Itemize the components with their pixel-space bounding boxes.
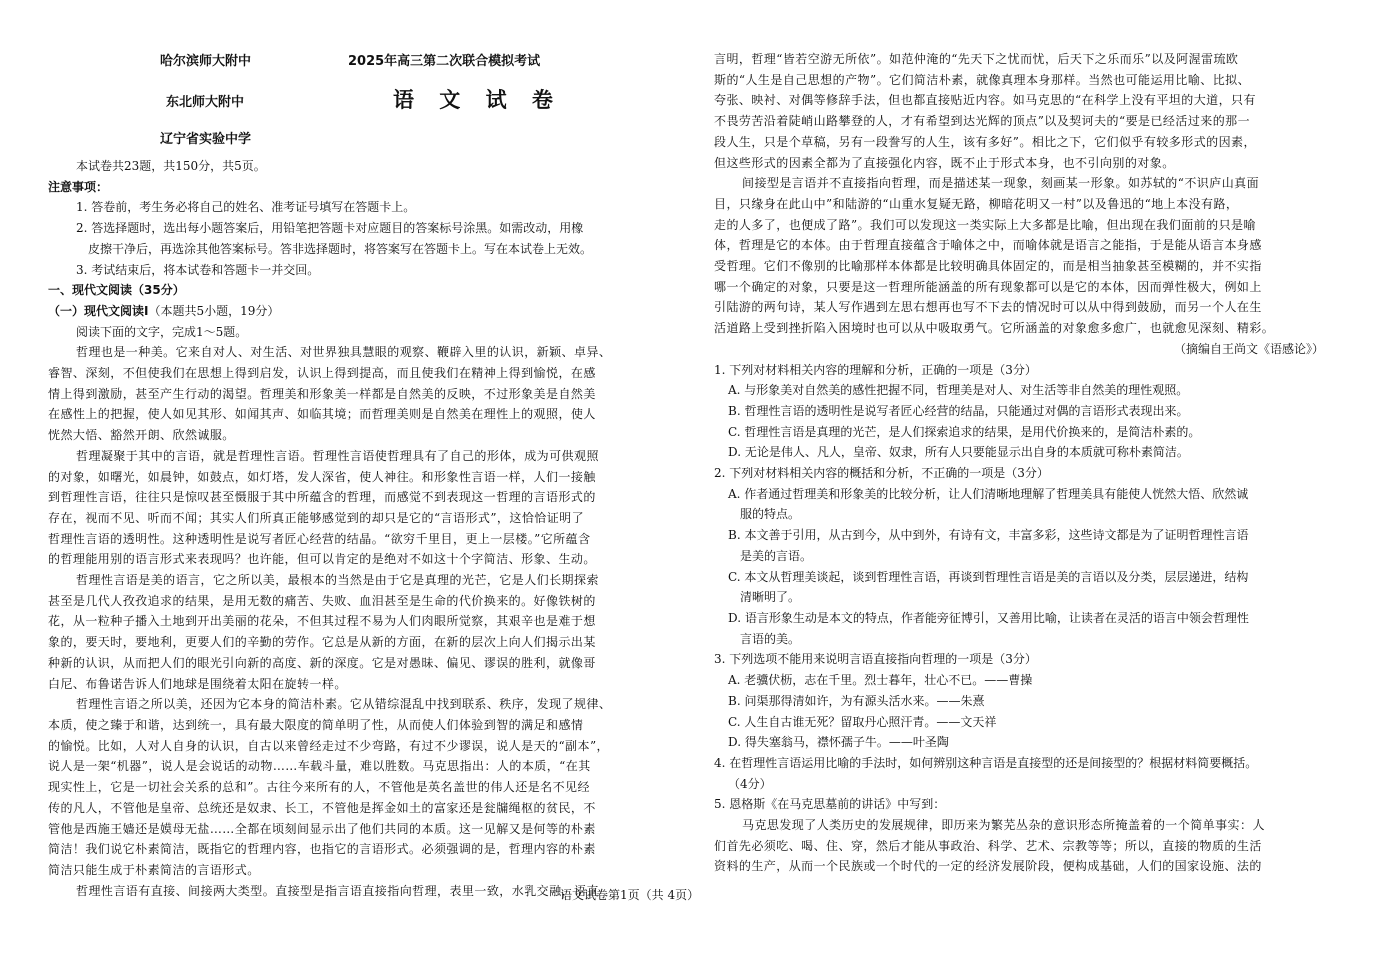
question-option: A. 与形象美对自然美的感性把握不同，哲理美是对人、对生活等非自然美的理性观照。 (728, 383, 1189, 398)
question-option: D. 语言形象生动是本文的特点，作者能旁征博引，又善用比喻，让读者在灵活的语言中领会哲理性 (728, 610, 1249, 625)
question-stem: 4. 在哲理性言语运用比喻的手法时，如何辨别这种言语是直接型的还是间接型的？根据材料简要概括。 (714, 755, 1258, 770)
notice-item-continued: 皮擦干净后，再选涂其他答案标号。答非选择题时，将答案写在答题卡上。写在本试卷上无效。 (88, 241, 593, 256)
passage-line: 活道路上受到挫折陷入困境时也可以从中吸取勇气。它所涵盖的对象愈多愈广，也就愈见深刻、精彩。 (714, 321, 1275, 336)
passage-line: 种新的认识，从而把人们的眼光引向新的高度、新的深度。它是对愚昧、偏见、谬误的胜利，就像哥 (48, 655, 596, 670)
subsection-title: （一）现代文阅读I (48, 303, 149, 318)
passage-line: 甚至是几代人孜孜追求的结果，是用无数的痛苦、失败、血泪甚至是生命的代价换来的。好像铁树的 (48, 593, 596, 608)
exam-title: 2025年高三第二次联合模拟考试 (348, 54, 541, 69)
passage-line: 的哲理能用别的语言形式来表现吗？也许能，但可以肯定的是绝对不如这十个字简洁、形象、生动。 (48, 552, 596, 567)
passage-line: 体，哲理是它的本体。由于哲理直接蕴含于喻体之中，而喻体就是语言之能指，于是能从语言本身感 (714, 238, 1262, 253)
subsection-heading (48, 301, 660, 322)
passage-line: 象的，要天时，要地利，更要人们的辛勤的劳作。它总是从新的方面，在新的层次上向人们揭示出某 (48, 635, 596, 650)
passage-line: 现实性上，它是一切社会关系的总和”。古往今来所有的人，不管他是英名盖世的伟人还是名不见经 (48, 780, 590, 795)
right-column (714, 49, 1330, 877)
q5-quote (714, 815, 1330, 877)
passage-line: 不畏劳苦沿着陡峭山路攀登的人，才有希望到达光辉的顶点”以及契诃夫的“要是已经活过来的那一 (714, 114, 1251, 129)
paper-title: 语 文 试 卷 (393, 88, 562, 112)
passage-line: 段人生，只是个草稿，另有一段誊写的人生，该有多好”。相比之下，它们似乎有较多形式的因素， (714, 134, 1256, 149)
question-option: C. 人生自古谁无死？留取丹心照汗青。——文天祥 (728, 714, 997, 729)
passage-line: 本质，使之臻于和谐，达到统一，具有最大限度的简单明了性，从而使人们体验到智的满足和感情 (48, 717, 584, 732)
passage-line: 哲理性言语之所以美，还因为它本身的简洁朴素。它从错综混乱中找到联系、秩序，发现了规律、 (76, 697, 612, 712)
passage-line: 在感性上的把握，使人如见其形、如闻其声、如临其境；而哲理美则是自然美在理性上的观照，使人 (48, 407, 596, 422)
question-option: B. 哲理性言语的透明性是说写者匠心经营的结晶，只能通过对偶的言语形式表现出来。 (728, 403, 1189, 418)
passage-line: 的愉悦。比如，人对人自身的认识，自古以来曾经走过不少弯路，有过不少谬误，说人是天的“副本”， (48, 738, 609, 753)
passage-line: 哲理也是一种美。它来自对人、对生活、对世界独具慧眼的观察、鞭辟入里的认识，新颖、卓异、 (76, 345, 612, 360)
quote-line: 们首先必须吃、喝、住、穿，然后才能从事政治、科学、艺术、宗教等等；所以，直接的物质的生活 (714, 838, 1262, 853)
passage-line: 白尼、布鲁诺告诉人们地球是围绕着太阳在旋转一样。 (48, 676, 347, 691)
school-name-3: 辽宁省实验中学 (160, 132, 252, 147)
reading-instruction: 阅读下面的文字，完成1～5题。 (76, 324, 248, 339)
passage-line: 简洁！我们说它朴素简洁，既指它的哲理内容，也指它的言语形式。必须强调的是，哲理内容的朴素 (48, 842, 596, 857)
passage-line: 花，从一粒种子播入土地到开出美丽的花朵，不但其过程不易为人们肉眼所觉察，其艰辛也是难于想 (48, 614, 596, 629)
passage-line: 传的凡人，不管他是皇帝、总统还是奴隶、长工，不管他是挥金如土的富家还是瓮牖绳枢的贫民，不 (48, 800, 596, 815)
question-option: D. 得失塞翁马，襟怀孺子牛。——叶圣陶 (728, 735, 949, 750)
question-option: B. 问渠那得清如许，为有源头活水来。——朱熹 (728, 693, 985, 708)
question-option: 清晰明了。 (740, 590, 801, 605)
section-heading: 一、现代文阅读（35分） (48, 283, 185, 298)
quote-line: 资料的生产，从而一个民族或一个时代的一定的经济发展阶段，便构成基础，人们的国家设施、法的 (714, 859, 1262, 874)
question-stem: 5. 恩格斯《在马克思墓前的讲话》中写到： (714, 797, 946, 812)
question-option: 服的特点。 (740, 507, 801, 522)
question-option: C. 哲理性言语是真理的光芒，是人们探索追求的结果，是用代价换来的，是简洁朴素的。 (728, 424, 1201, 439)
passage-line: 简洁只能生成于朴素简洁的言语形式。 (48, 862, 260, 877)
notice-item: 2. 答选择题时，选出每小题答案后，用铅笔把答题卡对应题目的答案标号涂黑。如需改动，用橡 (76, 221, 584, 236)
question-stem: （4分） (728, 776, 772, 791)
school-name-2: 东北师大附中 (166, 95, 245, 110)
passage-line: 引陆游的两句诗，某人写作遇到左思右想再也写不下去的情况时可以从中得到鼓励，而另一个人在生 (714, 300, 1262, 315)
subsection-note: （本题共5小题，19分） (148, 303, 280, 318)
question-option: 言语的美。 (740, 631, 801, 646)
passage-line: 但这些形式的因素全都为了直接强化内容，既不止于形式本身，也不引向别的对象。 (714, 155, 1175, 170)
notice-heading: 注意事项： (48, 179, 109, 194)
passage-line: 的对象，如曙光，如晨钟，如鼓点，如灯塔，发人深省，使人神往。和形象性言语一样，人们一接触 (48, 469, 596, 484)
question-stem: 2. 下列对材料相关内容的概括和分析，不正确的一项是（3分） (714, 466, 1049, 481)
passage-line: 存在，视而不见、听而不闻；其实人们所真正能够感觉到的却只是它的“言语形式”，这恰恰证明了 (48, 510, 585, 525)
passage-left (48, 342, 660, 901)
passage-line: 恍然大悟、豁然开朗、欣然诚服。 (48, 428, 235, 443)
question-option: A. 老骥伏枥，志在千里。烈士暮年，壮心不已。——曹操 (728, 673, 1033, 688)
passage-line: 斯的“人生是自己思想的产物”。它们简洁朴素，就像真理本身那样。当然也可能运用比喻、比拟、 (714, 72, 1251, 87)
passage-right (714, 49, 1330, 339)
passage-line: 情上得到激励，甚至产生行动的渴望。哲理美和形象美一样都是自然美的反映，不过形象美是自然美 (48, 386, 596, 401)
school-name-1: 哈尔滨师大附中 (160, 54, 252, 69)
passage-line: 哲理性言语有直接、间接两大类型。直接型是指言语直接指向哲理，表里一致，水乳交融，语直 (76, 883, 599, 898)
passage-line: 走的人多了，也便成了路”。我们可以发现这一类实际上大多都是比喻，但出现在我们面前的只是喻 (714, 217, 1256, 232)
page-footer: 语文试卷第1页（共 4页） (560, 888, 700, 902)
passage-line: 管他是西施王嫱还是嫫母无盐……全都在顷刻间显示出了他们共同的本质。这一见解又是何等的朴素 (48, 821, 596, 836)
passage-line: 间接型是言语并不直接指向哲理，而是描述某一现象，刻画某一形象。如苏轼的“不识庐山真面 (742, 176, 1260, 191)
notice-item: 1. 答卷前，考生务必将自己的姓名、准考证号填写在答题卡上。 (76, 200, 416, 215)
passage-line: 哪一个确定的对象，只要是这一哲理所能涵盖的所有现象都可以是它的本体，因而弹性极大，例如上 (714, 279, 1262, 294)
passage-line: 言明，哲理“皆若空游无所依”。如范仲淹的“先天下之忧而忧，后天下之乐而乐”以及阿渥雷琉欧 (714, 52, 1239, 66)
question-option: B. 本文善于引用，从古到今，从中到外，有诗有文，丰富多彩，这些诗文都是为了证明哲理性言语 (728, 528, 1249, 543)
exam-intro: 本试卷共23题，共150分，共5页。 (76, 159, 266, 173)
question-stem: 3. 下列选项不能用来说明言语直接指向哲理的一项是（3分） (714, 652, 1037, 667)
notice-item: 3. 考试结束后，将本试卷和答题卡一并交回。 (76, 262, 320, 277)
passage-line: 受哲理。它们不像别的比喻那样本体都是比较明确具体固定的，而是相当抽象甚至模糊的，并不实指 (714, 259, 1262, 274)
question-option: A. 作者通过哲理美和形象美的比较分析，让人们清晰地理解了哲理美具有能使人恍然大悟、欣然诚 (728, 486, 1249, 501)
left-column (48, 156, 660, 901)
question-option: C. 本文从哲理美谈起，谈到哲理性言语，再谈到哲理性言语是美的言语以及分类，层层递进，结构 (728, 569, 1249, 584)
passage-line: 说人是一架“机器”，说人是会说话的动物……车载斗量，难以胜数。马克思指出：人的本质，“在其 (48, 759, 591, 774)
question-option: D. 无论是伟人、凡人，皇帝、奴隶，所有人只要能显示出自身的本质就可称朴素简洁。 (728, 445, 1189, 460)
source-citation: （摘编自王尚文《语感论》） (1173, 341, 1324, 356)
question-stem: 1. 下列对材料相关内容的理解和分析，正确的一项是（3分） (714, 362, 1037, 377)
passage-line: 哲理性言语的透明性。这种透明性是说写者匠心经营的结晶。“欲穷千里目，更上一层楼。”它所蕴含 (48, 531, 591, 546)
passage-line: 哲理性言语是美的语言，它之所以美，最根本的当然是由于它是真理的光芒，它是人们长期探索 (76, 573, 599, 588)
quote-line: 马克思发现了人类历史的发展规律，即历来为繁芜丛杂的意识形态所掩盖着的一个简单事实：人 (742, 818, 1265, 833)
passage-line: 哲理凝聚于其中的言语，就是哲理性言语。哲理性言语使哲理具有了自己的形体，成为可供观照 (76, 448, 599, 463)
passage-line: 目，只缘身在此山中”和陆游的“山重水复疑无路，柳暗花明又一村”以及鲁迅的“地上本没有路， (714, 196, 1239, 211)
passage-line: 夸张、映衬、对偶等修辞手法，但也都直接贴近内容。如马克思的“在科学上没有平坦的大道，只有 (714, 93, 1256, 108)
passage-line: 睿智、深刻，不但使我们在思想上得到启发，认识上得到提高，而且使我们在精神上得到愉悦，在感 (48, 366, 596, 381)
passage-line: 到哲理性言语，往往只是惊叹甚至慑服于其中所蕴含的哲理，而感觉不到表现这一哲理的言语形式的 (48, 490, 596, 505)
question-option: 是美的言语。 (740, 548, 813, 563)
questions (714, 360, 1330, 815)
